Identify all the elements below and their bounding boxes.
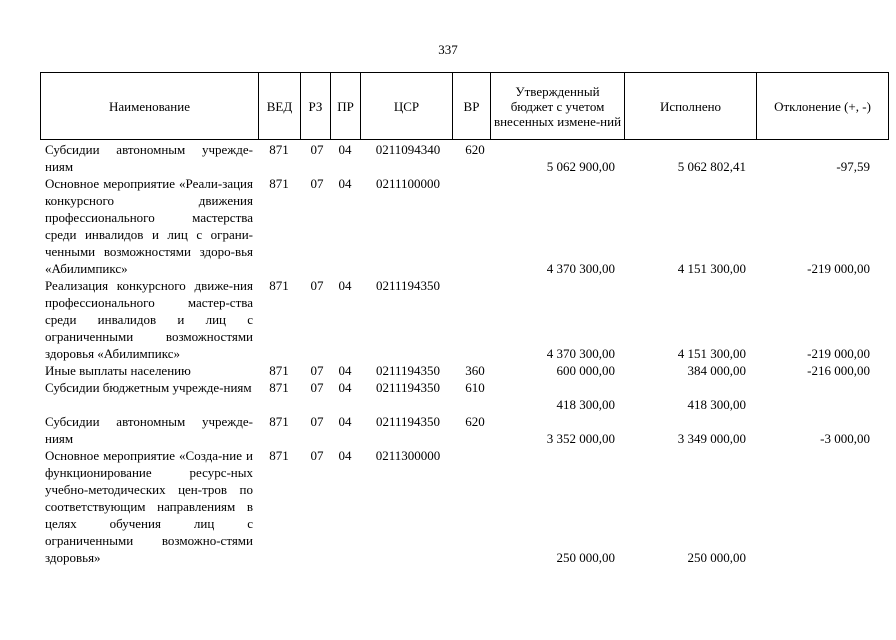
row-rz: 07	[310, 380, 324, 395]
header-done: Исполнено	[625, 73, 757, 140]
row-budget: 600 000,00	[556, 363, 615, 378]
row-pr: 04	[338, 380, 352, 395]
row-pr: 04	[338, 176, 352, 191]
row-vr: 620	[465, 142, 485, 157]
row-budget: 4 370 300,00	[546, 261, 615, 276]
row-vr: 620	[465, 414, 485, 429]
header-name: Наименование	[41, 73, 259, 140]
row-vr: 610	[465, 380, 485, 395]
row-rz: 07	[310, 414, 324, 429]
row-pr: 04	[338, 448, 352, 463]
row-pr: 04	[338, 278, 352, 293]
row-done: 418 300,00	[687, 397, 746, 412]
table-row	[40, 277, 888, 362]
row-csr: 0211194350	[375, 278, 441, 293]
table-row	[40, 141, 888, 175]
row-rz: 07	[310, 448, 324, 463]
row-pr: 04	[338, 363, 352, 378]
row-done: 3 349 000,00	[677, 431, 746, 446]
table-row	[40, 175, 888, 277]
header-deviation: Отклонение (+, -)	[757, 73, 889, 140]
row-csr: 0211194350	[375, 363, 441, 378]
row-rz: 07	[310, 278, 324, 293]
table-header	[40, 72, 889, 140]
row-deviation: -219 000,00	[807, 346, 870, 361]
row-csr: 0211194350	[375, 414, 441, 429]
row-budget: 418 300,00	[556, 397, 615, 412]
header-budget: Утвержденный бюджет с учетом внесенных измене-ний	[491, 73, 625, 140]
row-vr: 360	[465, 363, 485, 378]
row-deviation: -219 000,00	[807, 261, 870, 276]
row-budget: 5 062 900,00	[546, 159, 615, 174]
header-ved: ВЕД	[259, 73, 301, 140]
row-name: Основное мероприятие «Созда-ние и функционирование ресурс-ных учебно-методических цен-тров по соответствующим направлениям в целях обучения лиц с ограниченными возможно-стями здоровья»	[45, 448, 253, 565]
header-pr: ПР	[331, 73, 361, 140]
row-ved: 871	[269, 414, 289, 429]
row-ved: 871	[269, 142, 289, 157]
row-csr: 0211094340	[375, 142, 441, 157]
table-row	[40, 379, 888, 413]
row-name: Субсидии автономным учрежде-ниям	[45, 142, 253, 174]
row-csr: 0211300000	[375, 448, 441, 463]
row-csr: 0211100000	[375, 176, 441, 191]
row-done: 4 151 300,00	[677, 346, 746, 361]
row-ved: 871	[269, 176, 289, 191]
row-ved: 871	[269, 380, 289, 395]
row-done: 4 151 300,00	[677, 261, 746, 276]
row-budget: 4 370 300,00	[546, 346, 615, 361]
row-rz: 07	[310, 142, 324, 157]
row-pr: 04	[338, 142, 352, 157]
table-row	[40, 413, 888, 447]
row-pr: 04	[338, 414, 352, 429]
row-ved: 871	[269, 278, 289, 293]
row-name: Иные выплаты населению	[45, 363, 191, 378]
header-csr: ЦСР	[361, 73, 453, 140]
header-rz: РЗ	[301, 73, 331, 140]
table-row	[40, 447, 888, 567]
row-budget: 3 352 000,00	[546, 431, 615, 446]
row-done: 384 000,00	[687, 363, 746, 378]
row-budget: 250 000,00	[556, 550, 615, 565]
row-name: Субсидии автономным учрежде-ниям	[45, 414, 253, 446]
row-ved: 871	[269, 363, 289, 378]
table-row	[40, 362, 888, 379]
row-deviation: -97,59	[836, 159, 870, 174]
row-ved: 871	[269, 448, 289, 463]
row-deviation: -3 000,00	[820, 431, 870, 446]
row-done: 5 062 802,41	[677, 159, 746, 174]
row-done: 250 000,00	[687, 550, 746, 565]
row-name: Основное мероприятие «Реали-зация конкурсного движения профессионального мастерства среди инвалидов и лиц с ограни-ченными возможностями здоро-вья «Абилимпикс»	[45, 176, 253, 276]
row-name: Реализация конкурсного движе-ния профессионального мастер-ства среди инвалидов и лиц с ограниченными возможностями здоровья «Абилимпикс»	[45, 278, 253, 361]
row-rz: 07	[310, 176, 324, 191]
row-rz: 07	[310, 363, 324, 378]
row-csr: 0211194350	[375, 380, 441, 395]
page-number: 337	[438, 42, 458, 57]
row-name: Субсидии бюджетным учрежде-ниям	[45, 380, 252, 395]
header-vr: ВР	[453, 73, 491, 140]
row-deviation: -216 000,00	[807, 363, 870, 378]
